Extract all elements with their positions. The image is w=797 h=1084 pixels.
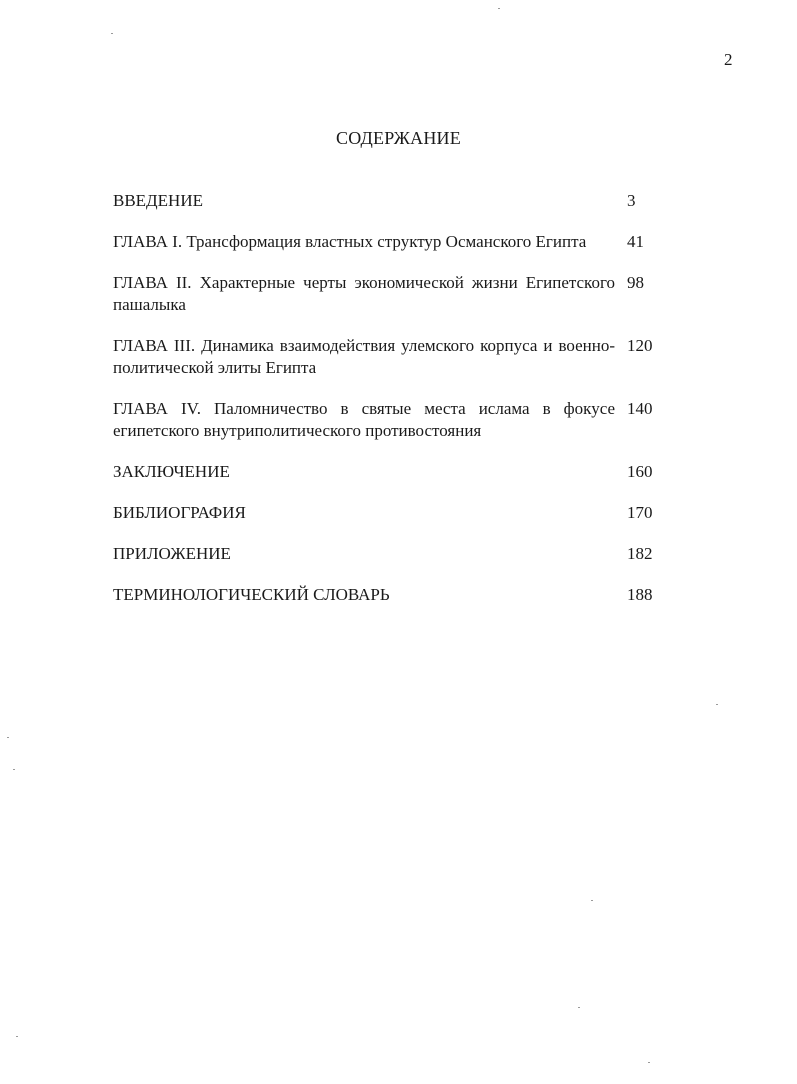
toc-entry-chapter-4	[113, 398, 658, 442]
toc-entry-page: 160	[627, 462, 653, 481]
toc-entry-title: ГЛАВА I. Трансформация властных структур Османского Египта	[113, 232, 587, 251]
toc-entry-title: ВВЕДЕНИЕ	[113, 191, 203, 210]
toc-title: СОДЕРЖАНИЕ	[336, 128, 461, 148]
toc-entry-title: ЗАКЛЮЧЕНИЕ	[113, 462, 230, 481]
table-of-contents	[113, 190, 658, 606]
toc-entry-page: 170	[627, 503, 653, 522]
toc-entry-chapter-3	[113, 335, 658, 379]
toc-entry-title: БИБЛИОГРАФИЯ	[113, 503, 246, 522]
toc-entry-page: 140	[627, 399, 653, 418]
toc-entry-title: ГЛАВА IV. Паломничество в святые места ислама в фокусе египетского внутриполитического противостояния	[113, 399, 615, 440]
toc-entry-page: 120	[627, 336, 653, 355]
toc-entry-conclusion	[113, 461, 658, 483]
scan-speck	[7, 737, 9, 738]
toc-entry-bibliography	[113, 502, 658, 524]
scan-speck	[16, 1036, 18, 1037]
page-number: 2	[724, 50, 733, 69]
toc-entry-introduction	[113, 190, 658, 212]
scan-speck	[716, 704, 718, 705]
toc-entry-appendix	[113, 543, 658, 565]
toc-entry-title: ПРИЛОЖЕНИЕ	[113, 544, 231, 563]
toc-entry-chapter-2	[113, 272, 658, 316]
scan-speck	[578, 1007, 580, 1008]
scan-speck	[13, 769, 15, 770]
toc-entry-page: 98	[627, 273, 644, 292]
toc-entry-glossary	[113, 584, 658, 606]
toc-entry-page: 3	[627, 191, 636, 210]
toc-entry-title: ТЕРМИНОЛОГИЧЕСКИЙ СЛОВАРЬ	[113, 585, 390, 604]
scan-speck	[591, 900, 593, 901]
toc-entry-page: 182	[627, 544, 653, 563]
toc-entry-title: ГЛАВА III. Динамика взаимодействия улемского корпуса и военно-политической элиты Египта	[113, 336, 615, 377]
toc-entry-page: 188	[627, 585, 653, 604]
toc-entry-page: 41	[627, 232, 644, 251]
toc-entry-title: ГЛАВА II. Характерные черты экономической жизни Египетского пашалыка	[113, 273, 615, 314]
scan-speck	[111, 33, 113, 34]
toc-entry-chapter-1	[113, 231, 658, 253]
scan-speck	[498, 8, 500, 9]
scan-speck	[648, 1062, 650, 1063]
